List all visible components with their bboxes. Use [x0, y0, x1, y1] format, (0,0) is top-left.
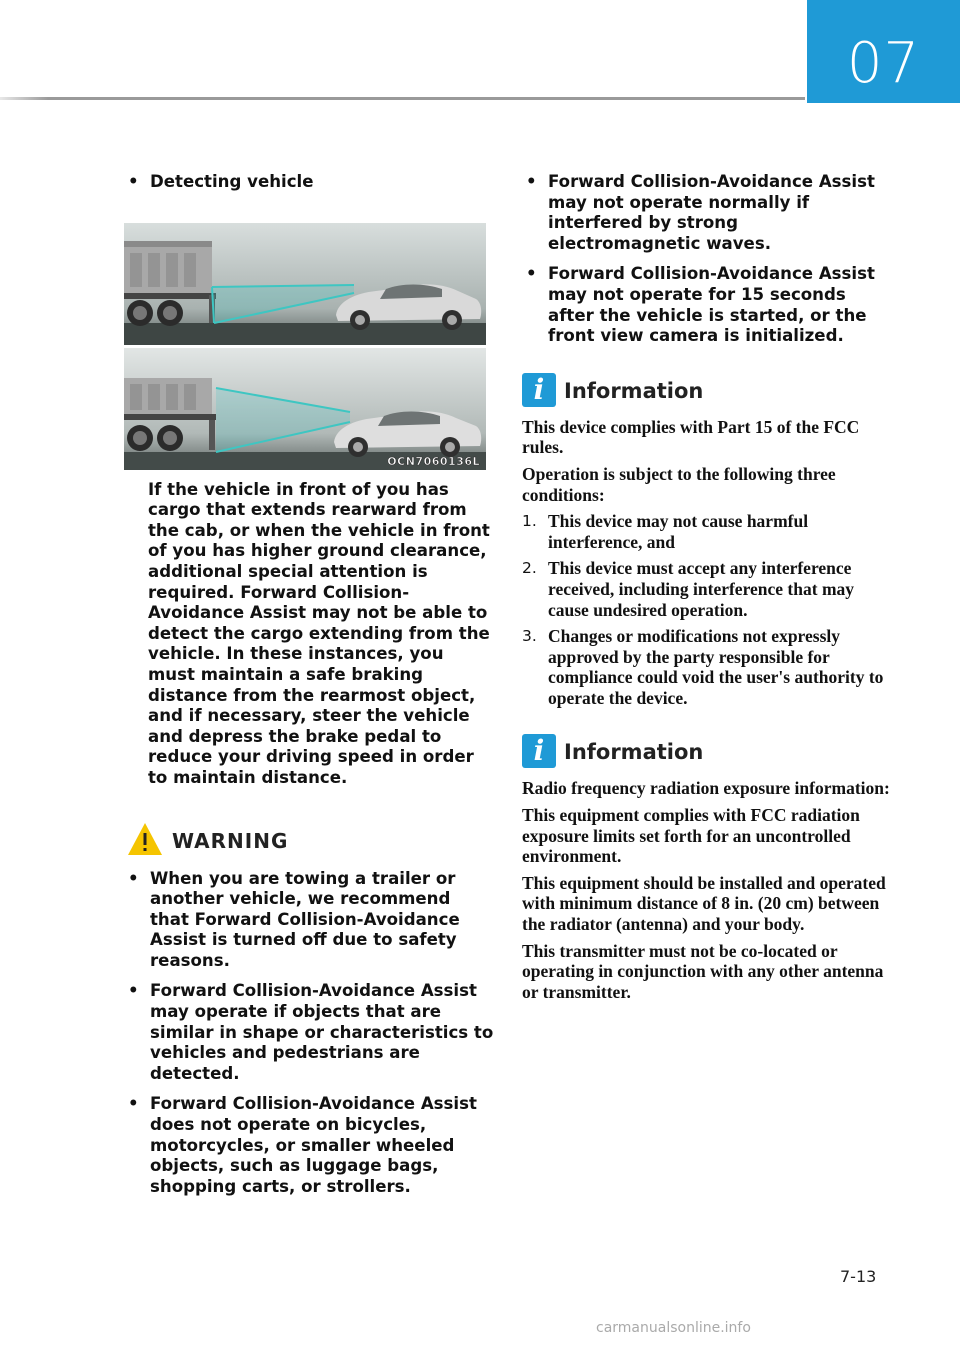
warning-item — [124, 869, 494, 972]
item-text: This device must accept any interference received, including interference that may cause undesired operation. — [548, 558, 855, 620]
warning-item-text: Forward Collision-Avoidance Assist may operate if objects that are similar in shape or characteristics to vehicles and pedestrians are detected. — [150, 981, 494, 1083]
bullet-dot: • — [526, 264, 537, 284]
info-paragraph: This transmitter must not be co-located or operating in conjunction with any other antenna or transmitter. — [522, 940, 884, 1002]
numbered-item — [522, 558, 892, 620]
truck-high-clearance-illustration — [124, 348, 486, 470]
information-title: Information — [564, 740, 704, 765]
info-paragraph: This equipment should be installed and operated with minimum distance of 8 in. (20 cm) between the radiator (antenna) and your body. — [522, 872, 886, 935]
page-number: 7-13 — [840, 1267, 877, 1286]
bullet-dot: • — [526, 172, 537, 191]
bullet-text: Forward Collision-Avoidance Assist may not operate normally if interfered by strong electromagnetic waves. — [548, 172, 875, 253]
bullet-dot: • — [128, 172, 139, 191]
information-heading — [522, 371, 892, 409]
bullet-item — [522, 172, 892, 254]
warning-heading — [124, 819, 494, 859]
warning-title: WARNING — [172, 828, 289, 853]
warning-item — [124, 981, 494, 1084]
warning-triangle-icon — [126, 821, 164, 857]
info-paragraph: This equipment complies with FCC radiation exposure limits set forth for an uncontrolled environment. — [522, 805, 860, 867]
truck-cargo-illustration — [124, 223, 486, 345]
figure-photo-top — [124, 223, 486, 345]
item-text: This device may not cause harmful interference, and — [548, 511, 809, 552]
information-title: Information — [564, 378, 704, 403]
item-number: 2. — [522, 559, 537, 578]
bullet-item — [522, 264, 892, 346]
chapter-tab: 07 — [807, 0, 960, 103]
information-block-fcc — [522, 417, 892, 709]
detecting-vehicle-figure — [124, 223, 486, 470]
bullet-dot: • — [128, 868, 139, 888]
bullet-text: Forward Collision-Avoidance Assist may not operate for 15 seconds after the vehicle is started, or the front view camera is initialized. — [548, 264, 875, 346]
figure-photo-bottom — [124, 348, 486, 470]
info-paragraph: This device complies with Part 15 of the FCC rules. — [522, 416, 860, 458]
item-number: 1. — [522, 512, 537, 531]
right-column — [522, 172, 892, 1008]
warning-item — [124, 1094, 494, 1197]
item-text: Changes or modifications not expressly approved by the party responsible for compliance could void the user's authority to operate the device. — [548, 626, 884, 708]
numbered-item — [522, 626, 892, 708]
figure-code: OCN7060136L — [387, 454, 480, 468]
header-rule — [0, 97, 805, 100]
left-column — [124, 172, 494, 1207]
info-paragraph: Radio frequency radiation exposure information: — [522, 778, 890, 799]
bullet-dot: • — [128, 981, 139, 1001]
watermark: carmanualsonline.info — [596, 1320, 751, 1336]
numbered-item — [522, 511, 892, 552]
information-heading — [522, 732, 892, 770]
info-paragraph: Operation is subject to the following three conditions: — [522, 463, 836, 505]
bullet-dot: • — [128, 1094, 139, 1114]
warning-item-text: Forward Collision-Avoidance Assist does not operate on bicycles, motorcycles, or smaller wheeled objects, such as luggage bags, shopping carts, or strollers. — [150, 1094, 477, 1196]
detecting-vehicle-paragraph: If the vehicle in front of you has cargo that extends rearward from the cab, or when the vehicle in front of you has higher ground clearance, additional special attention is required. Forward Collision-Avoidance Assist may not be able to detect the cargo extending from the vehicle. In these instances, you must maintain a safe braking distance from the rearmost object, and if necessary, steer the vehicle and depress the brake pedal to reduce your driving speed in order to maintain distance. — [148, 479, 490, 787]
info-icon: i — [522, 734, 556, 768]
bullet-detecting-vehicle — [124, 172, 494, 193]
item-number: 3. — [522, 627, 537, 646]
info-icon: i — [522, 373, 556, 407]
warning-item-text: When you are towing a trailer or another vehicle, we recommend that Forward Collision-Avoidance Assist is turned off due to safety reasons. — [150, 868, 460, 970]
information-block-rf — [522, 778, 892, 1002]
bullet-title: Detecting vehicle — [150, 172, 314, 191]
